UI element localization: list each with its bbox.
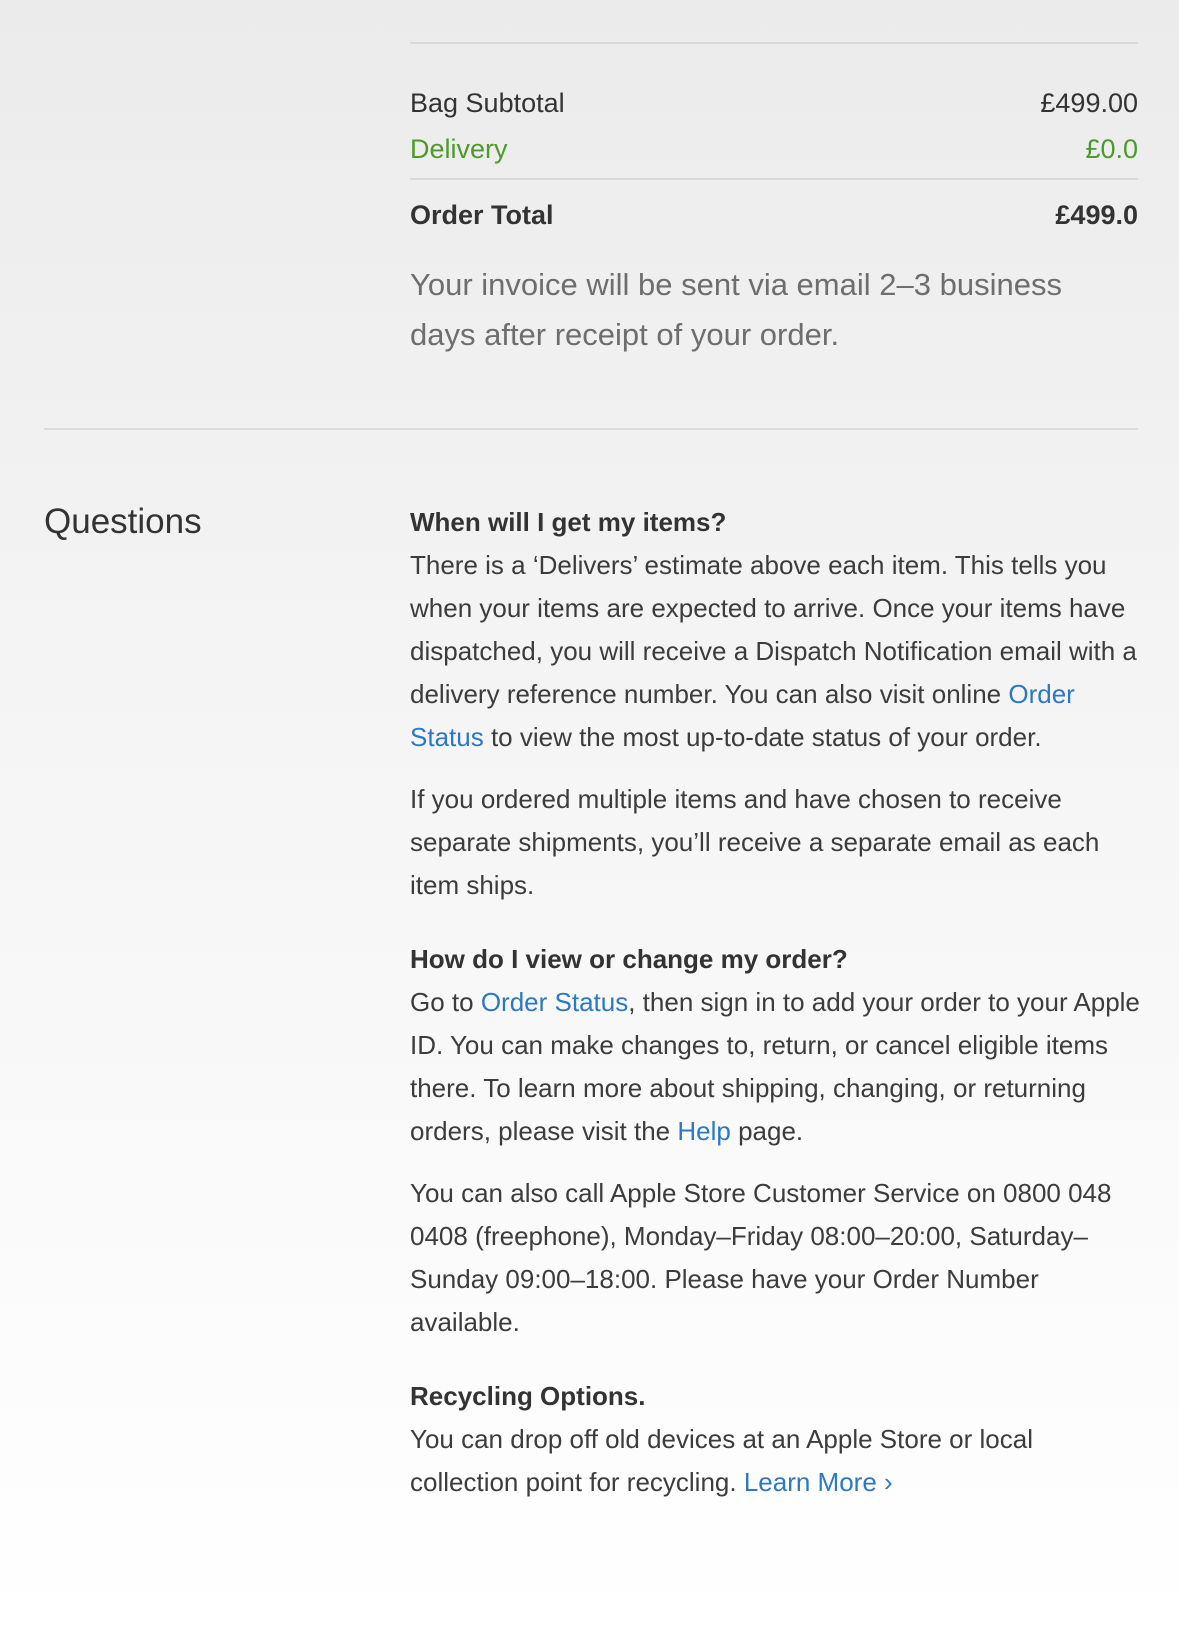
faq-item-recycling xyxy=(410,1378,1140,1504)
faq-answer-text: Go to xyxy=(410,987,481,1017)
order-status-link[interactable]: Order Status xyxy=(480,987,629,1017)
order-summary xyxy=(410,80,1138,360)
faq-answer: You can also call Apple Store Customer Service on 0800 048 0408 (freephone), Monday–Friday 08:00–20:00, Saturday–Sunday 09:00–18:00. Please have your Order Number available. xyxy=(410,1178,1112,1337)
faq-question: Recycling Options. xyxy=(410,1381,646,1411)
delivery-row xyxy=(410,126,1138,172)
faq-question: When will I get my items? xyxy=(410,507,727,537)
faq-answer xyxy=(410,981,1140,1153)
faq-answer: If you ordered multiple items and have chosen to receive separate shipments, you’ll receive a separate email as each item ships. xyxy=(410,784,1100,900)
order-total-value: £499.0 xyxy=(1055,199,1138,230)
faq-list xyxy=(410,504,1140,1538)
delivery-value: £0.0 xyxy=(1085,133,1138,164)
faq-answer-text: page. xyxy=(730,1116,804,1146)
order-total-label: Order Total xyxy=(410,199,554,230)
bag-subtotal-value: £499.00 xyxy=(1040,87,1138,118)
bag-subtotal-label: Bag Subtotal xyxy=(410,87,565,118)
faq-question: How do I view or change my order? xyxy=(410,944,848,974)
summary-divider xyxy=(410,178,1138,180)
questions-heading: Questions xyxy=(44,502,202,541)
delivery-label: Delivery xyxy=(410,133,508,164)
help-link[interactable]: Help xyxy=(677,1116,731,1146)
faq-item-delivery-time xyxy=(410,504,1140,907)
faq-item-view-change-order xyxy=(410,941,1140,1344)
faq-answer-text: There is a ‘Delivers’ estimate above each item. This tells you when your items are expected to arrive. Once your items have dispatched, you will receive a Dispatch Notification email with a delivery reference number. You can also visit online xyxy=(410,550,1137,709)
order-status-link[interactable]: Order Status xyxy=(410,679,1075,752)
learn-more-link[interactable]: Learn More › xyxy=(743,1467,893,1497)
faq-answer-text: You can drop off old devices at an Apple Store or local collection point for recycling. xyxy=(410,1424,1033,1497)
top-divider xyxy=(410,42,1138,44)
bag-subtotal-row xyxy=(410,80,1138,126)
faq-answer-text: to view the most up-to-date status of your order. xyxy=(483,722,1042,752)
order-total-row xyxy=(410,192,1138,238)
faq-answer xyxy=(410,544,1140,759)
invoice-note: Your invoice will be sent via email 2–3 business days after receipt of your order. xyxy=(410,267,1062,352)
section-divider xyxy=(44,428,1138,430)
faq-answer xyxy=(410,1418,1140,1504)
faq-answer-text: , then sign in to add your order to your Apple ID. You can make changes to, return, or cancel eligible items there. To learn more about shipping, changing, or returning orders, please visit the xyxy=(410,987,1140,1146)
